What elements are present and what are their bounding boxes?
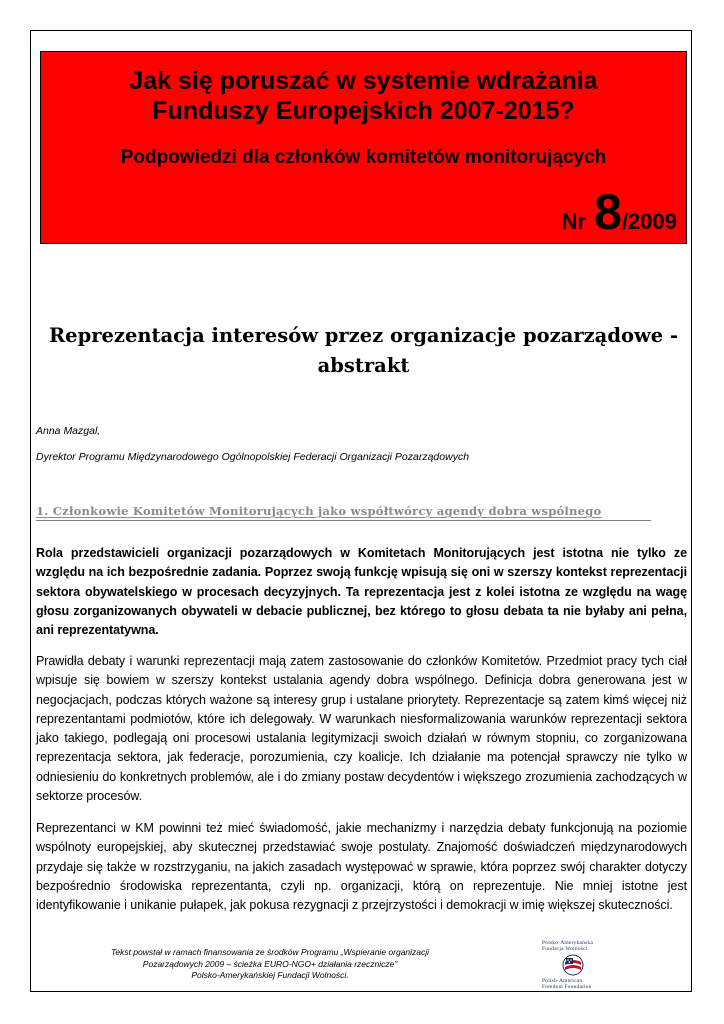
header-banner [40,51,687,244]
section-heading-text: 1. Członkowie Komitetów Monitorujących jako współtwórcy agendy dobra wspólnego [36,504,602,518]
author-name: Anna Mazgal, [36,425,101,437]
footer-line3: Polsko-Amerykańskiej Fundacji Wolności. [191,970,349,980]
banner-title [41,66,686,126]
paragraph-3: Reprezentanci w KM powinni też mieć świadomość, jakie mechanizmy i narzędzia debaty funkcjonują na poziomie wspólnoty europejskiej, aby skutecznej przedstawiać swoje postulaty. Znajomość doświadczeń międzynarodowych przydaje się także w rozstrzyganiu, na jakich zasadach występować w sprawie, która poprzez swój charakter dotyczy bezpośrednio środowiska reprezentanta, czyli np. organizacji, którą on reprezentuje. Nie mniej istotne jest identyfikowanie i unikanie pułapek, jak pokusa rezygnacji z przejrzystości i demokracji w imię większej skuteczności. [36,821,687,913]
flag-emblem-icon [562,954,584,976]
document-title [40,321,687,381]
paragraph-1: Rola przedstawicieli organizacji pozarządowych w Komitetach Monitorujących jest istotna nie tylko ze względu na ich bezpośrednie zadania. Poprzez swoją funkcję wpisują się oni w szerszy kontekst reprezentacji sektora obywatelskiego w procesach decyzyjnych. Ta reprezentacja jest z kolei istotna ze względu na wagę głosu zorganizowanych obywateli w debacie publicznej, bez którego to głosu debata ta nie byłaby ani pełna, ani reprezentatywna. [36,546,687,638]
section-heading [36,502,651,520]
logo-pl-line1: Polsko-Amerykańska [542,940,593,946]
logo-pl-line2: Fundacja Wolności [542,946,588,952]
banner-subtitle: Podpowiedzi dla członków komitetów monitorujących [120,147,607,168]
footer-line1: Tekst powstał w ramach finansowania ze środków Programu „Wspieranie organizacji [110,947,430,957]
logo-en-line2: Freedom Foundation [542,984,592,990]
document-title-line2: abstrakt [317,354,410,377]
footer-note [60,947,480,982]
issue-year: /2009 [621,209,677,234]
footer-line2: Pozarządowych 2009 – ścieżka EURO-NGO+ działania rzecznicze” [142,958,398,969]
logo-en-line1: Polish-American [542,978,583,984]
banner-title-line2: Funduszy Europejskich 2007-2015? [152,97,575,125]
banner-title-line1: Jak się poruszać w systemie wdrażania [129,67,598,95]
foundation-logo [528,938,618,988]
section-divider [36,520,651,521]
author-affiliation: Dyrektor Programu Międzynarodowego Ogólnopolskiej Federacji Organizacji Pozarządowych [36,451,470,463]
paragraph-2: Prawidła debaty i warunki reprezentacji mają zatem zastosowanie do członków Komitetów. Przedmiot pracy tych ciał wpisuje się bowiem w szerszy kontekst ustalania agendy dobra wspólnego. Definicja dobra generowana jest w negocjacjach, podczas których ważone są interesy grup i ustalane priorytety. Reprezentacje są zatem kimś więcej niż reprezentantami podmiotów, które ich delegowały. W warunkach niesformalizowania warunków reprezentacji sektora jako takiego, podlegają oni procesowi ustalania legitymizacji swoich działań w równym stopniu, co zorganizowana reprezentacja sektora, jak federacje, porozumienia, czy koalicje. Ich działanie ma potencjał sprawczy nie tylko w odniesieniu do konkretnych problemów, ale i do zmiany postaw decydentów i większego zrozumienia zachodzących w sektorze procesów. [36,654,687,804]
issue-number-value: 8 [594,184,622,240]
document-title-line1: Reprezentacja interesów przez organizacje pozarządowe - [48,324,679,347]
issue-label: Nr [561,209,587,234]
issue-number [561,184,677,240]
